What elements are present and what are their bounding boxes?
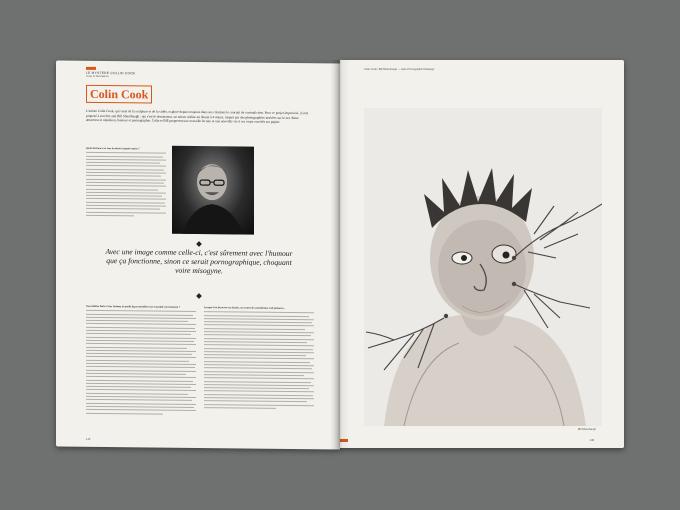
left-page (56, 61, 340, 450)
illustration-caption: Colin Cook / Bill Shambaugh — série Pornographic Drawings (364, 68, 435, 71)
article-intro: L'artiste Colin Cook, qui vient de la sculpture et de la vidéo, explore depuis toujours dans ses créations le concept de contradiction. Pour ce projet improvisé, il s'est proposé à son fort ami Bill Shambaugh : qui s'est le dessinateur, un artiste réalise un dessin à 4 mains, inspiré par des photographies insérées sur le net. Entre attraction et répulsion, humour et pornographie, Colin et Bill proposent une nouvelle lecture et une nouvelle vie à ces corps couchés sur papier. (86, 108, 309, 125)
body-text-lines (86, 310, 196, 414)
artist-signature: Bill Shambaugh (577, 428, 596, 431)
portrait-photo (172, 146, 254, 235)
face-pull-drawing (364, 108, 602, 426)
page-number-left: 148 (86, 437, 91, 441)
pull-quote: Avec une image comme celle-ci, c'est sûrement avec l'humour que ça fonctionne, sinon ce serait pornographique, choquant voire misogyne. (105, 247, 293, 276)
interview-question: Lorsque l'on découvre vos dessins, on ressent de contradiction et de grimaces... (204, 306, 286, 310)
article-title: Colin Cook (86, 85, 152, 104)
quote-ornament-bottom (196, 293, 202, 299)
interview-question: Vous habitez Paris et Jan Verhaar, de quelle façon travaillez-vous ensemble concrètement ? (86, 304, 180, 309)
section-tab (340, 439, 348, 442)
section-tag (86, 67, 96, 70)
column-lower-left (86, 305, 196, 417)
body-text-lines (86, 152, 166, 216)
section-rubric: LE MYSTÈRE COLLIN COOK (86, 70, 136, 76)
column-upper-left (86, 147, 166, 219)
section-subrubric: Texte et illustrations (86, 74, 109, 79)
body-text-lines (204, 311, 314, 409)
quote-ornament-top (196, 241, 202, 247)
page-number-right: 149 (589, 438, 594, 442)
right-page (340, 60, 624, 448)
portrait-illustration (172, 146, 254, 235)
column-lower-right (204, 306, 314, 411)
illustration-artwork (364, 108, 602, 426)
interview-question: Quels horizons a ce sens du dessin à quatre mains ? (86, 146, 140, 151)
